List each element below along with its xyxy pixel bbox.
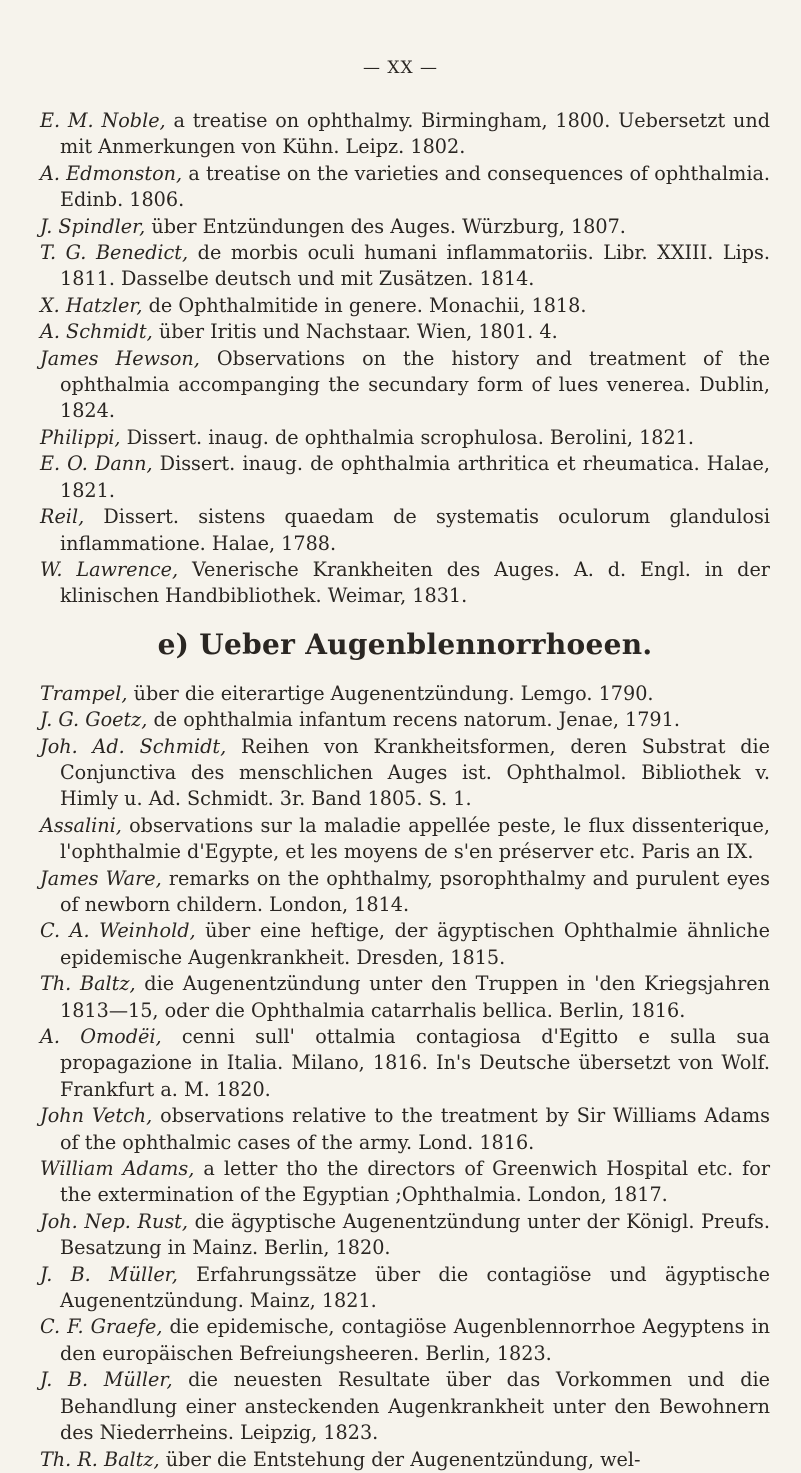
bibliography-entry <box>40 319 770 345</box>
entry-author: William Adams, <box>40 1157 195 1181</box>
entry-text: a letter tho the directors of Greenwich Hospital etc. for the extermination of the Egyptian ;Ophthalmia. London, 1817. <box>60 1157 770 1207</box>
entry-text: Dissert. inaug. de ophthalmia arthritica et rheumatica. Halae, 1821. <box>60 452 770 502</box>
entry-text: de morbis oculi humani inflammatoriis. Libr. XXIII. Lips. 1811. Dasselbe deutsch und mit Zusätzen. 1814. <box>60 241 770 291</box>
bibliography-entry <box>40 1314 770 1367</box>
bibliography-list-blennorrhoea <box>40 681 770 1473</box>
entry-author: A. Schmidt, <box>40 320 153 344</box>
entry-text: Erfahrungssätze über die contagiöse und ägyptische Augenentzündung. Mainz, 1821. <box>60 1262 770 1313</box>
bibliography-entry <box>40 707 770 733</box>
bibliography-entry <box>40 918 770 971</box>
bibliography-entry <box>40 240 770 293</box>
entry-text: a treatise on the varieties and consequences of ophthalmia. Edinb. 1806. <box>60 161 771 212</box>
entry-text: die Augenentzündung unter den Truppen in 'den Kriegsjahren 1813—15, oder die Ophthalmia catarrhalis bellica. Berlin, 1816. <box>60 972 770 1022</box>
entry-text: die epidemische, contagiöse Augenblennorrhoe Aegyptens in den europäischen Befreiungsheeren. Berlin, 1823. <box>60 1315 770 1365</box>
entry-author: Assalini, <box>40 813 122 837</box>
section-heading: e) Ueber Augenblennorrhoeen. <box>157 627 653 661</box>
entry-author: Joh. Nep. Rust, <box>40 1209 188 1233</box>
entry-author: T. G. Benedict, <box>40 241 189 265</box>
entry-text: observations relative to the treatment by Sir Williams Adams of the ophthalmic cases of the army. Lond. 1816. <box>60 1104 771 1154</box>
page-header: — XX — <box>362 58 438 78</box>
entry-author: J. G. Goetz, <box>40 708 148 732</box>
bibliography-entry <box>40 734 770 813</box>
entry-author: X. Hatzler, <box>40 293 143 317</box>
bibliography-entry <box>40 971 770 1024</box>
entry-author: A. Edmonston, <box>40 161 183 185</box>
entry-text: a treatise on ophthalmy. Birmingham, 1800. Uebersetzt und mit Anmerkungen von Kühn. Leipz. 1802. <box>60 109 771 159</box>
entry-author: A. Omodëi, <box>40 1025 162 1048</box>
entry-text: cenni sull' ottalmia contagiosa d'Egitto e sulla sua propagazione in Italia. Milano, 1816. In's Deutsche übersetzt von Wolf. Frankfurt a. M. 1820. <box>60 1025 770 1101</box>
bibliography-entry <box>40 1103 770 1156</box>
entry-author: John Vetch, <box>40 1104 153 1128</box>
entry-author: Philippi, <box>40 425 121 449</box>
entry-text: Dissert. inaug. de ophthalmia scrophulosa. Berolini, 1821. <box>120 425 695 449</box>
entry-author: Joh. Ad. Schmidt, <box>40 734 227 758</box>
bibliography-entry <box>40 1262 770 1315</box>
entry-author: James Hewson, <box>40 346 200 370</box>
bibliography-entry <box>40 1024 770 1103</box>
entry-text: über die Entstehung der Augenentzündung, wel- <box>159 1447 641 1471</box>
entry-text: remarks on the ophthalmy, psorophthalmy and purulent eyes of newborn childern. London, 1814. <box>60 866 770 916</box>
entry-text: die neuesten Resultate über das Vorkommen und die Behandlung einer ansteckenden Augenkrankheit unter den Bewohnern des Niederrheins. Leipzig, 1823. <box>60 1368 770 1445</box>
entry-author: E. M. Noble, <box>40 109 166 132</box>
bibliography-entry <box>40 557 770 610</box>
bibliography-entry <box>40 1367 770 1446</box>
entry-author: Th. Baltz, <box>40 972 136 996</box>
bibliography-entry <box>40 813 770 866</box>
bibliography-entry <box>40 866 770 919</box>
page-body <box>40 108 770 1473</box>
bibliography-entry <box>40 425 770 451</box>
entry-author: Trampel, <box>40 681 128 705</box>
bibliography-entry <box>40 346 770 425</box>
entry-text: de ophthalmia infantum recens natorum. Jenae, 1791. <box>147 708 680 732</box>
entry-text: de Ophthalmitide in genere. Monachii, 1818. <box>142 293 587 317</box>
entry-text: Reihen von Krankheitsformen, deren Substrat die Conjunctiva des menschlichen Auges ist. Ophthalmol. Bibliothek v. Himly u. Ad. Schmidt. 3r. Band 1805. S. 1. <box>60 734 771 811</box>
bibliography-list-inflammation <box>40 108 770 610</box>
bibliography-entry <box>40 504 770 557</box>
entry-text: über Iritis und Nachstaar. Wien, 1801. 4. <box>152 320 558 344</box>
entry-author: W. Lawrence, <box>40 557 179 581</box>
entry-author: C. A. Weinhold, <box>40 919 196 943</box>
entry-author: C. F. Graefe, <box>40 1315 163 1339</box>
entry-author: Th. R. Baltz, <box>40 1447 160 1471</box>
entry-author: J. B. Müller, <box>40 1262 178 1286</box>
bibliography-entry <box>40 451 770 504</box>
entry-text: über Entzündungen des Auges. Würzburg, 1807. <box>145 214 626 238</box>
entry-author: Reil, <box>40 505 85 529</box>
entry-text: Venerische Krankheiten des Auges. A. d. Engl. in der klinischen Handbibliothek. Weimar, 1831. <box>60 557 770 608</box>
entry-text: über eine heftige, der ägyptischen Ophthalmie ähnliche epidemische Augenkrankheit. Dresden, 1815. <box>60 919 770 969</box>
bibliography-entry <box>40 108 770 161</box>
entry-author: James Ware, <box>40 866 162 890</box>
entry-author: E. O. Dann, <box>40 452 153 476</box>
bibliography-entry <box>40 161 770 214</box>
entry-author: J. Spindler, <box>40 214 146 238</box>
entry-text: Dissert. sistens quaedam de systematis oculorum glandulosi inflammatione. Halae, 1788. <box>60 505 770 555</box>
bibliography-entry <box>40 681 770 707</box>
entry-text: Observations on the history and treatment of the ophthalmia accompanging the secundary form of lues venerea. Dublin, 1824. <box>60 346 770 423</box>
entry-author: J. B. Müller, <box>40 1368 173 1392</box>
bibliography-entry <box>40 1209 770 1262</box>
entry-text: die ägyptische Augenentzündung unter der Königl. Preufs. Besatzung in Mainz. Berlin, 1820. <box>60 1209 770 1260</box>
entry-text: observations sur la maladie appellée peste, le flux dissenterique, l'ophthalmie d'Egypte, et les moyens de s'en préserver etc. Paris an IX. <box>60 813 770 864</box>
bibliography-entry <box>40 293 770 319</box>
bibliography-entry <box>40 1156 770 1209</box>
bibliography-entry <box>40 1447 770 1473</box>
entry-text: über die eiterartige Augenentzündung. Lemgo. 1790. <box>127 681 654 705</box>
bibliography-entry <box>40 214 770 240</box>
